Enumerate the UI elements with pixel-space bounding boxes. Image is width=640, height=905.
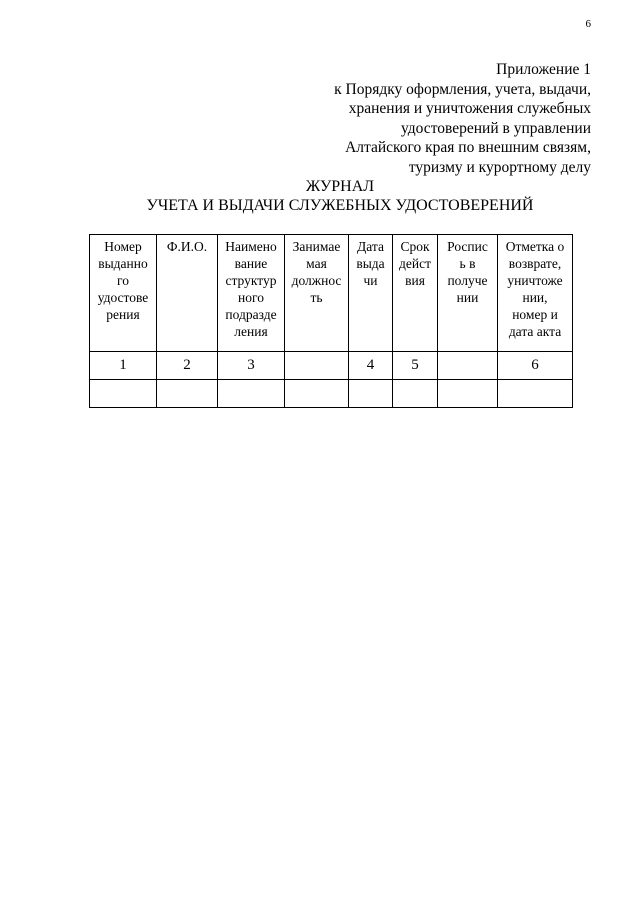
- header-text: получе: [447, 273, 488, 288]
- table-cell: [393, 380, 438, 408]
- header-cell-fio: [157, 235, 218, 352]
- header-text: выданно: [98, 256, 148, 271]
- table-cell: [285, 380, 349, 408]
- table-cell: [349, 380, 393, 408]
- header-text: номер и: [512, 307, 558, 322]
- header-text: Занимае: [292, 239, 341, 254]
- header-text: структур: [225, 273, 277, 288]
- appendix-line: Приложение 1: [496, 61, 591, 78]
- header-cell-return-note: [498, 235, 573, 352]
- header-text: Наимено: [225, 239, 277, 254]
- column-number: 6: [498, 352, 573, 380]
- column-number: 2: [157, 352, 218, 380]
- header-cell-signature: [438, 235, 498, 352]
- header-text: подразде: [225, 307, 277, 322]
- column-number: 3: [218, 352, 285, 380]
- header-cell-issue-date: [349, 235, 393, 352]
- journal-title-line: УЧЕТА И ВЫДАЧИ СЛУЖЕБНЫХ УДОСТОВЕРЕНИЙ: [146, 197, 534, 214]
- header-text: выда: [356, 256, 385, 271]
- header-text: возврате,: [508, 256, 562, 271]
- appendix-line: хранения и уничтожения служебных: [348, 100, 591, 117]
- header-text: ь в: [459, 256, 476, 271]
- header-text: чи: [363, 273, 378, 288]
- column-number: [285, 352, 349, 380]
- header-text: Отметка о: [505, 239, 565, 254]
- header-text: удостове: [97, 290, 149, 305]
- header-text: Дата: [357, 239, 384, 254]
- header-text: вия: [405, 273, 425, 288]
- header-cell-number: [90, 235, 157, 352]
- register-table: [89, 234, 573, 408]
- column-number: 4: [349, 352, 393, 380]
- header-text: уничтоже: [507, 273, 563, 288]
- appendix-line: туризму и курортному делу: [408, 158, 591, 176]
- table-row: [90, 380, 573, 408]
- table-cell: [218, 380, 285, 408]
- header-text: нии: [456, 290, 479, 305]
- appendix-line: к Порядку оформления, учета, выдачи,: [334, 80, 591, 98]
- header-text: нии,: [522, 290, 548, 305]
- column-number: [438, 352, 498, 380]
- header-text: ть: [310, 290, 323, 305]
- header-cell-department: [218, 235, 285, 352]
- journal-title: [0, 177, 640, 215]
- header-text: дата акта: [508, 324, 562, 339]
- appendix-block: [261, 60, 591, 177]
- column-number: 5: [393, 352, 438, 380]
- header-text: Срок: [400, 239, 430, 254]
- journal-title-line: ЖУРНАЛ: [305, 178, 375, 195]
- table-cell: [498, 380, 573, 408]
- header-cell-position: [285, 235, 349, 352]
- column-number-row: [90, 352, 573, 380]
- header-text: ления: [234, 324, 268, 339]
- appendix-line: удостоверений в управлении: [401, 119, 591, 137]
- table-cell: [438, 380, 498, 408]
- header-text: рения: [106, 307, 140, 322]
- header-text: Ф.И.О.: [166, 239, 208, 254]
- column-number: 1: [90, 352, 157, 380]
- header-text: го: [117, 273, 129, 288]
- table-cell: [90, 380, 157, 408]
- header-text: вание: [234, 256, 268, 271]
- header-cell-validity: [393, 235, 438, 352]
- appendix-line: Алтайского края по внешним связям,: [345, 139, 591, 156]
- header-text: мая: [306, 256, 327, 271]
- page-number: 6: [585, 18, 591, 30]
- header-text: Номер: [104, 239, 142, 254]
- table-cell: [157, 380, 218, 408]
- header-row: [90, 235, 573, 352]
- header-text: ного: [238, 290, 264, 305]
- header-text: дейст: [399, 256, 431, 271]
- header-text: должнос: [291, 273, 342, 288]
- header-text: Роспис: [447, 239, 488, 254]
